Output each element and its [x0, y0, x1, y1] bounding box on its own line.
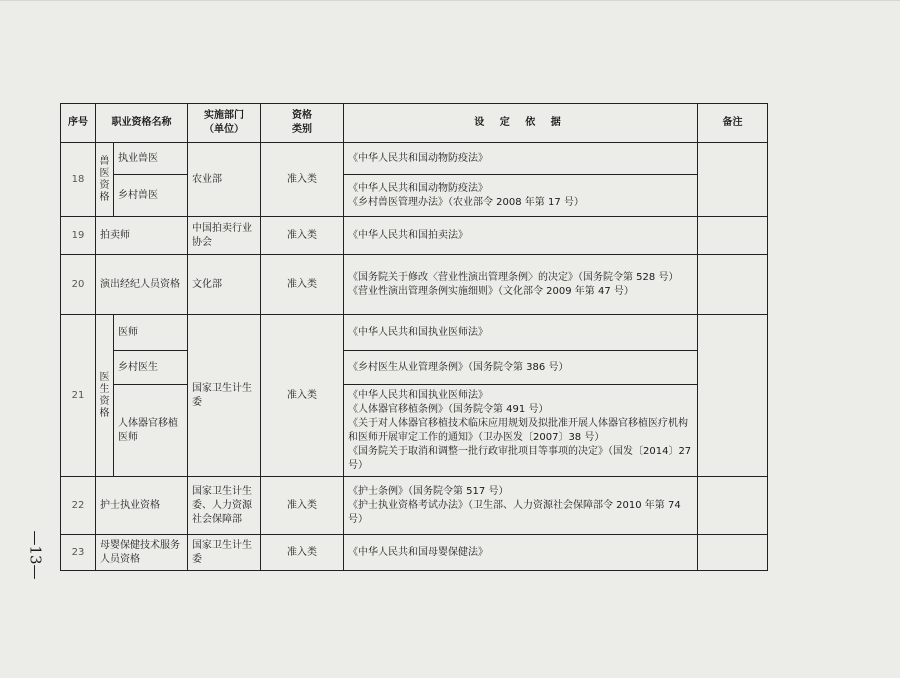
row-group: 医生资格: [96, 315, 114, 477]
row-category: 准入类: [261, 255, 344, 315]
row-name: 护士执业资格: [96, 477, 188, 535]
row-basis: 《中华人民共和国动物防疫法》: [344, 143, 698, 175]
row-basis: 《国务院关于修改〈营业性演出管理条例〉的决定》（国务院令第 528 号） 《营业性演出管理条例实施细则》（文化部令 2009 年第 47 号）: [344, 255, 698, 315]
row-dept: 农业部: [188, 143, 261, 217]
row-seq: 21: [61, 315, 96, 477]
row-name: 拍卖师: [96, 217, 188, 255]
header-basis: 设 定 依 据: [344, 104, 698, 143]
row-basis: 《中华人民共和国执业医师法》: [344, 315, 698, 351]
table-row: [61, 175, 768, 217]
table-row: [61, 217, 768, 255]
table-row: [61, 385, 768, 477]
row-seq: 23: [61, 535, 96, 571]
row-seq: 20: [61, 255, 96, 315]
row-name: 演出经纪人员资格: [96, 255, 188, 315]
row-dept: 国家卫生计生委: [188, 315, 261, 477]
row-category: 准入类: [261, 217, 344, 255]
header-seq: 序号: [61, 104, 96, 143]
table-row: [61, 315, 768, 351]
header-dept: [188, 104, 261, 143]
row-seq: 22: [61, 477, 96, 535]
row-seq: 19: [61, 217, 96, 255]
row-basis: 《中华人民共和国拍卖法》: [344, 217, 698, 255]
row-basis: 《护士条例》（国务院令第 517 号） 《护士执业资格考试办法》（卫生部、人力资源社会保障部令 2010 年第 74 号）: [344, 477, 698, 535]
header-category-line2: 类别: [292, 124, 312, 135]
row-remarks: [698, 217, 768, 255]
row-sub-name: 执业兽医: [114, 143, 188, 175]
row-remarks: [698, 315, 768, 477]
qualification-table: [60, 103, 768, 571]
header-category: [261, 104, 344, 143]
header-dept-line1: 实施部门: [204, 110, 244, 121]
header-category-line1: 资格: [292, 110, 312, 121]
row-sub-name: 乡村医生: [114, 351, 188, 385]
row-basis: 《中华人民共和国执业医师法》 《人体器官移植条例》（国务院令第 491 号） 《关于对人体器官移植技术临床应用规划及拟批准开展人体器官移植医疗机构和医师开展审定工作的通知》（卫办医发〔2007〕38 号） 《国务院关于取消和调整一批行政审批项目等事项的决定》（国发〔2014〕27 号）: [344, 385, 698, 477]
header-name: 职业资格名称: [96, 104, 188, 143]
table-row: [61, 535, 768, 571]
row-dept: 文化部: [188, 255, 261, 315]
row-remarks: [698, 143, 768, 217]
row-category: 准入类: [261, 535, 344, 571]
row-category: 准入类: [261, 477, 344, 535]
row-category: 准入类: [261, 143, 344, 217]
header-remarks: 备注: [698, 104, 768, 143]
row-category: 准入类: [261, 315, 344, 477]
row-basis: 《中华人民共和国动物防疫法》 《乡村兽医管理办法》（农业部令 2008 年第 17 号）: [344, 175, 698, 217]
table-row: [61, 477, 768, 535]
row-basis: 《中华人民共和国母婴保健法》: [344, 535, 698, 571]
row-sub-name: 乡村兽医: [114, 175, 188, 217]
row-dept: 国家卫生计生委: [188, 535, 261, 571]
row-basis: 《乡村医生从业管理条例》（国务院令第 386 号）: [344, 351, 698, 385]
row-remarks: [698, 255, 768, 315]
row-dept: 国家卫生计生委、人力资源社会保障部: [188, 477, 261, 535]
header-dept-line2: （单位）: [204, 124, 244, 135]
row-dept: 中国拍卖行业协会: [188, 217, 261, 255]
header-row: [61, 104, 768, 143]
table-row: [61, 255, 768, 315]
page-number: —13—: [27, 530, 45, 580]
row-name: 母婴保健技术服务人员资格: [96, 535, 188, 571]
row-sub-name: 医师: [114, 315, 188, 351]
row-group: 兽医资格: [96, 143, 114, 217]
table-row: [61, 143, 768, 175]
row-remarks: [698, 535, 768, 571]
row-remarks: [698, 477, 768, 535]
row-seq: 18: [61, 143, 96, 217]
row-sub-name: 人体器官移植医师: [114, 385, 188, 477]
table-row: [61, 351, 768, 385]
